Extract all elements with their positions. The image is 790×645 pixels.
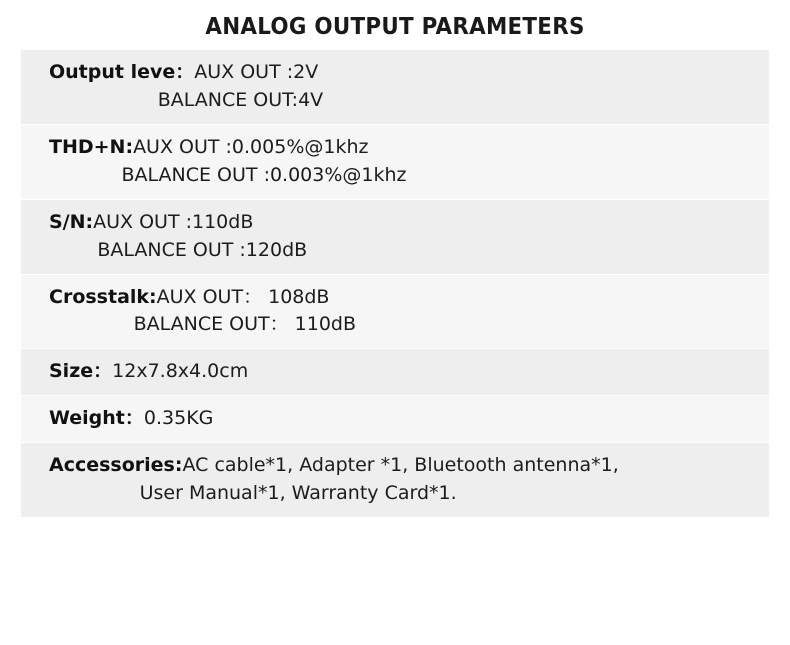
spec-cell-crosstalk (21, 274, 769, 349)
table-row (21, 274, 769, 349)
spec-line-primary (49, 452, 769, 480)
spec-cell-snr (21, 199, 769, 274)
spec-subvalue: BALANCE OUT： 110dB (133, 313, 357, 336)
spec-value: AUX OUT： 108dB (156, 285, 330, 308)
page-title: ANALOG OUTPUT PARAMETERS (205, 14, 585, 40)
spec-label: Weight： (49, 407, 144, 430)
spec-value: 0.35KG (143, 407, 214, 430)
spec-indent (49, 313, 134, 335)
spec-line-secondary (49, 87, 769, 115)
spec-indent (49, 482, 140, 504)
spec-cell-size (21, 349, 769, 396)
spec-value: AUX OUT :110dB (93, 210, 254, 233)
table-row (21, 443, 769, 518)
spec-subvalue: BALANCE OUT :0.003%@1khz (121, 163, 407, 186)
table-row (21, 124, 769, 199)
spec-line-secondary (49, 237, 769, 265)
spec-line-primary (49, 209, 769, 237)
spec-cell-output-level (21, 50, 769, 124)
spec-label: Size： (49, 360, 113, 383)
spec-value: 12x7.8x4.0cm (112, 360, 249, 383)
spec-label: Output leve： (49, 61, 195, 83)
spec-cell-thd-n (21, 124, 769, 199)
spec-cell-weight (21, 396, 769, 443)
table-row (21, 50, 769, 124)
spec-value: AUX OUT :0.005%@1khz (133, 135, 369, 158)
table-row (21, 199, 769, 274)
spec-label: Crosstalk: (49, 285, 157, 308)
spec-line-primary (49, 358, 769, 386)
spec-cell-accessories (21, 443, 769, 518)
spec-indent (49, 239, 97, 261)
spec-subvalue: User Manual*1, Warranty Card*1. (139, 482, 457, 505)
table-row (21, 396, 769, 443)
spec-value: AC cable*1, Adapter *1, Bluetooth antenna*1, (182, 454, 619, 477)
spec-subvalue: BALANCE OUT:4V (157, 88, 324, 111)
spec-line-primary (49, 134, 769, 162)
spec-line-secondary (49, 311, 769, 339)
spec-line-primary (49, 284, 769, 312)
spec-label: S/N: (49, 210, 94, 233)
spec-indent (49, 89, 158, 111)
specifications-table (21, 50, 769, 518)
spec-line-secondary (49, 480, 769, 508)
spec-line-primary (49, 59, 769, 87)
spec-indent (49, 164, 121, 186)
spec-label: THD+N: (49, 135, 134, 158)
spec-value: AUX OUT :2V (194, 61, 319, 83)
table-row (21, 349, 769, 396)
spec-subvalue: BALANCE OUT :120dB (97, 238, 308, 261)
spec-line-primary (49, 405, 769, 433)
spec-line-secondary (49, 162, 769, 190)
spec-label: Accessories: (49, 454, 183, 477)
